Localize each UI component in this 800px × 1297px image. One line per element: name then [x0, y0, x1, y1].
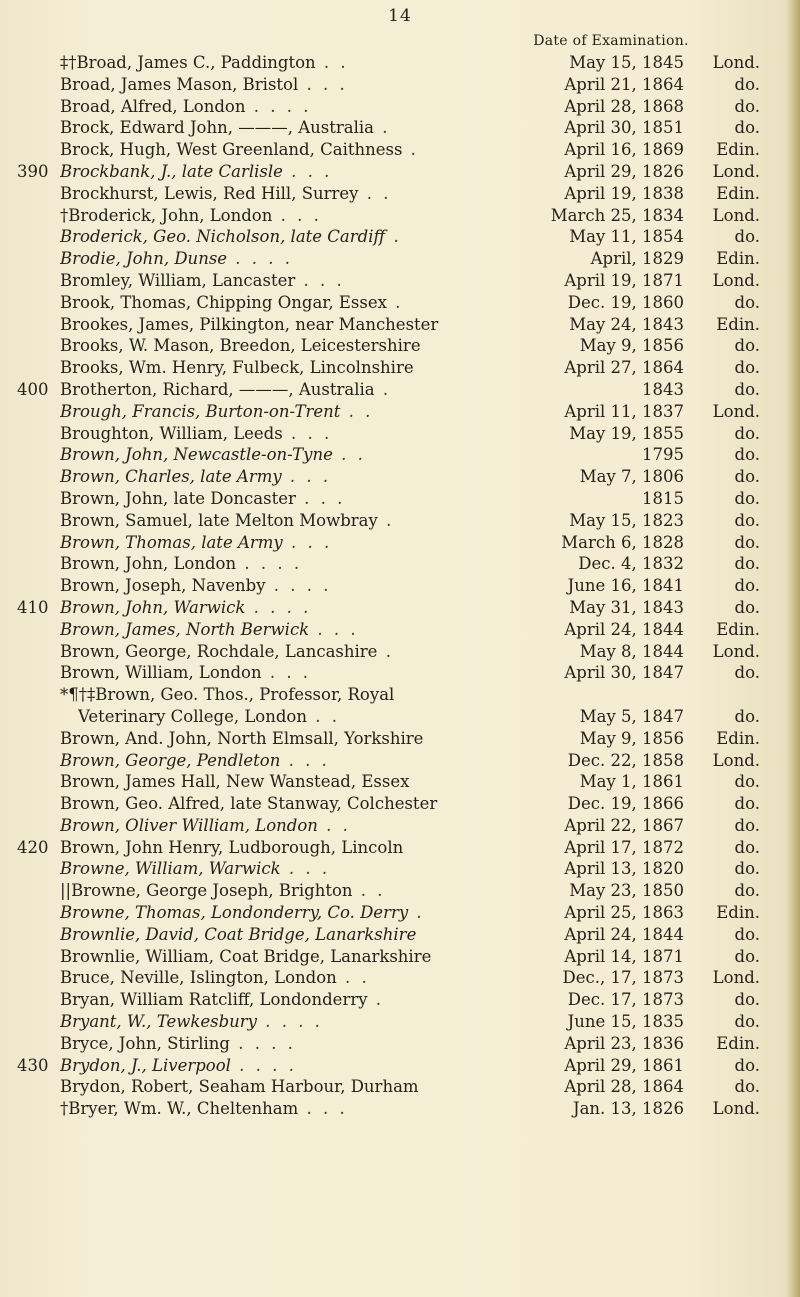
entry-number: 400 — [17, 379, 49, 399]
exam-date: April 27, 1864 — [564, 358, 684, 378]
exam-date: April 14, 1871 — [564, 946, 684, 966]
exam-place: Edin. — [716, 903, 760, 923]
register-entry — [0, 684, 800, 706]
exam-place: do. — [734, 532, 760, 552]
entry-name — [60, 292, 460, 314]
register-entry — [0, 1055, 800, 1077]
entry-name — [60, 357, 460, 379]
exam-date: Dec. 22, 1858 — [567, 750, 684, 770]
exam-place: do. — [734, 467, 760, 487]
leader-dots: . — [408, 903, 425, 923]
exam-date: April 30, 1847 — [564, 663, 684, 683]
entry-name-text: Broad, James Mason, Bristol — [60, 74, 299, 94]
leader-dots: . . . . — [265, 576, 332, 596]
exam-place: Lond. — [712, 53, 760, 72]
entry-number: 410 — [17, 597, 49, 617]
entry-name — [60, 880, 460, 902]
entry-name-text: Bromley, William, Lancaster — [60, 270, 296, 290]
register-entry — [0, 597, 800, 619]
register-entry — [0, 924, 800, 946]
exam-place: Lond. — [712, 270, 760, 290]
entry-name-text: Brock, Edward John, ———, Australia — [60, 118, 374, 138]
entry-name-text: †Broderick, John, London — [60, 205, 273, 225]
page-number: 14 — [388, 6, 412, 26]
register-entry — [0, 357, 800, 379]
exam-date: April 24, 1844 — [564, 924, 684, 944]
exam-place: do. — [734, 445, 760, 465]
leader-dots: . . . . — [245, 597, 312, 617]
register-entry — [0, 96, 800, 118]
entry-name-text: Brown, And. John, North Elmsall, Yorkshire — [60, 728, 424, 748]
exam-date: Dec. 19, 1866 — [567, 794, 684, 814]
exam-date: 1795 — [642, 445, 684, 465]
exam-place: do. — [734, 881, 760, 901]
leader-dots: . — [367, 990, 385, 1010]
entry-name — [60, 183, 460, 205]
exam-place: Lond. — [712, 205, 760, 225]
entry-name-text: *¶†‡Brown, Geo. Thos., Professor, Royal — [60, 685, 395, 705]
register-entry — [0, 771, 800, 793]
entry-name — [60, 989, 460, 1011]
exam-place: Edin. — [716, 249, 760, 269]
register-entry — [0, 444, 800, 466]
entry-name-text: Brown, John, Warwick — [60, 597, 246, 617]
leader-dots: . . . — [282, 423, 333, 443]
exam-place: do. — [734, 663, 760, 683]
entry-name-text: Brown, John, Newcastle-on-Tyne — [60, 445, 333, 465]
entry-name-text: Bryant, W., Tewkesbury — [60, 1012, 257, 1032]
entry-name — [60, 728, 460, 750]
entry-name — [60, 466, 460, 488]
entry-name-text: Veterinary College, London — [78, 706, 307, 726]
exam-date: 1843 — [642, 379, 684, 399]
entry-name-text: Bruce, Neville, Islington, London — [60, 968, 337, 988]
entry-name — [60, 270, 460, 292]
register-entry — [0, 815, 800, 837]
exam-date: May 23, 1850 — [569, 881, 684, 901]
entry-name-text: Brown, Charles, late Army — [60, 467, 282, 487]
exam-date: Dec. 19, 1860 — [567, 292, 684, 312]
entry-name-text: Brown, William, London — [60, 663, 262, 683]
entry-name-text: Browne, William, Warwick — [60, 859, 281, 879]
entry-name — [60, 1033, 460, 1055]
entry-name — [60, 793, 460, 815]
entry-number: 420 — [17, 837, 49, 857]
exam-place: do. — [734, 597, 760, 617]
exam-place: do. — [734, 924, 760, 944]
exam-date: April 22, 1867 — [564, 815, 684, 835]
entry-name-text: Brown, Thomas, late Army — [60, 532, 283, 552]
exam-place: do. — [734, 1077, 760, 1097]
exam-place: Edin. — [716, 1033, 760, 1053]
register-entry — [0, 423, 800, 445]
register-entry — [0, 74, 800, 96]
exam-place: do. — [734, 423, 760, 443]
register-entry — [0, 967, 800, 989]
exam-date: Dec., 17, 1873 — [562, 968, 684, 988]
exam-place: Lond. — [712, 641, 760, 661]
register-entry — [0, 52, 800, 74]
exam-place: do. — [734, 488, 760, 508]
entry-name-text: Brockbank, J., late Carlisle — [60, 161, 283, 181]
register-entry — [0, 379, 800, 401]
exam-date: May 1, 1861 — [579, 772, 684, 792]
exam-date: April 23, 1836 — [564, 1033, 684, 1053]
entry-name-text: Brooks, Wm. Henry, Fulbeck, Lincolnshire — [60, 358, 414, 378]
exam-date: March 25, 1834 — [550, 205, 684, 225]
leader-dots: . . . . — [229, 1033, 296, 1053]
register-entry — [0, 553, 800, 575]
entry-name — [60, 750, 460, 772]
entry-name — [60, 837, 460, 859]
exam-date: May 7, 1806 — [579, 467, 684, 487]
register-entry — [0, 575, 800, 597]
leader-dots: . — [377, 641, 394, 661]
entry-name — [60, 74, 460, 96]
entry-name — [60, 815, 460, 837]
entry-name-text: Brook, Thomas, Chipping Ongar, Essex — [60, 292, 387, 312]
entry-name — [60, 1076, 460, 1098]
exam-date: March 6, 1828 — [561, 532, 684, 552]
exam-date: April 29, 1861 — [564, 1055, 684, 1075]
register-entry — [0, 706, 800, 728]
entry-name-text: Brockhurst, Lewis, Red Hill, Surrey — [60, 183, 359, 203]
entry-name-text: Brownlie, William, Coat Bridge, Lanarkshire — [60, 946, 432, 966]
exam-place: Edin. — [716, 183, 760, 203]
exam-place: Lond. — [712, 1099, 760, 1119]
exam-place: do. — [734, 292, 760, 312]
entry-name — [60, 967, 460, 989]
register-entry — [0, 619, 800, 641]
register-entry — [0, 750, 800, 772]
entry-name-text: Brownlie, David, Coat Bridge, Lanarkshire — [60, 924, 417, 944]
exam-place: Lond. — [712, 161, 760, 181]
leader-dots: . . . — [295, 488, 346, 508]
entry-name — [60, 684, 460, 706]
entry-name — [60, 619, 460, 641]
exam-place: Edin. — [716, 619, 760, 639]
exam-place: do. — [734, 706, 760, 726]
entry-name-text: †Bryer, Wm. W., Cheltenham — [60, 1099, 299, 1119]
exam-place: do. — [734, 358, 760, 378]
exam-date: April 19, 1871 — [564, 270, 684, 290]
exam-date: May 24, 1843 — [569, 314, 684, 334]
entry-name-text: Brown, James Hall, New Wanstead, Essex — [60, 772, 410, 792]
leader-dots: . . — [358, 183, 392, 203]
leader-dots: . . . — [282, 161, 333, 181]
exam-date: May 11, 1854 — [569, 227, 684, 247]
entry-name-text: ||Browne, George Joseph, Brighton — [60, 881, 353, 901]
register-entry — [0, 510, 800, 532]
register-entry — [0, 1011, 800, 1033]
exam-date: May 5, 1847 — [579, 706, 684, 726]
entry-name — [60, 226, 460, 248]
exam-place: do. — [734, 510, 760, 530]
leader-dots: . . — [315, 53, 349, 72]
entry-name-text: Browne, Thomas, Londonderry, Co. Derry — [60, 903, 409, 923]
exam-date: April 19, 1838 — [564, 183, 684, 203]
entry-number: 430 — [17, 1055, 49, 1075]
entry-name — [60, 52, 460, 74]
exam-date: April 17, 1872 — [564, 837, 684, 857]
entry-name — [60, 314, 460, 336]
exam-date: April 11, 1837 — [564, 401, 684, 421]
entry-name — [60, 423, 460, 445]
entry-name — [60, 902, 460, 924]
leader-dots: . . . — [281, 467, 332, 487]
exam-place: do. — [734, 96, 760, 116]
entry-name — [60, 597, 460, 619]
entry-name-text: Bryce, John, Stirling — [60, 1033, 230, 1053]
exam-place: do. — [734, 336, 760, 356]
entry-name — [60, 444, 460, 466]
leader-dots: . . — [352, 881, 386, 901]
exam-place: do. — [734, 772, 760, 792]
entry-name-text: Brown, George, Pendleton — [60, 750, 281, 770]
entry-name-text: Brotherton, Richard, ———, Australia — [60, 379, 375, 399]
exam-place: Lond. — [712, 750, 760, 770]
exam-place: do. — [734, 815, 760, 835]
entry-name — [60, 379, 460, 401]
leader-dots: . . . — [309, 619, 359, 639]
leader-dots: . — [374, 379, 392, 399]
exam-date: 1815 — [642, 488, 684, 508]
exam-place: do. — [734, 990, 760, 1010]
exam-date: Jan. 13, 1826 — [572, 1099, 684, 1119]
register-entry — [0, 335, 800, 357]
exam-place: do. — [734, 1055, 760, 1075]
entry-name-text: Brown, John, late Doncaster — [60, 488, 296, 508]
entry-name-text: ‡†Broad, James C., Paddington — [60, 53, 316, 72]
leader-dots: . . . . — [256, 1012, 323, 1032]
register-entry — [0, 728, 800, 750]
entry-name-text: Brooks, W. Mason, Breedon, Leicestershire — [60, 336, 421, 356]
entry-name — [60, 924, 460, 946]
leader-dots: . — [373, 118, 391, 138]
entry-name — [78, 706, 478, 728]
exam-place: do. — [734, 227, 760, 247]
leader-dots: . . — [336, 968, 370, 988]
exam-place: Edin. — [716, 140, 760, 160]
exam-place: Edin. — [716, 314, 760, 334]
exam-date: April 25, 1863 — [564, 903, 684, 923]
leader-dots: . . . — [282, 532, 333, 552]
entry-name-text: Brown, James, North Berwick — [60, 619, 310, 639]
exam-date: April 24, 1844 — [564, 619, 684, 639]
entry-name — [60, 1055, 460, 1077]
exam-place: Lond. — [712, 401, 760, 421]
leader-dots: . . — [332, 445, 366, 465]
entry-name — [60, 117, 460, 139]
entry-name — [60, 510, 460, 532]
entry-name-text: Brown, John Henry, Ludborough, Lincoln — [60, 837, 404, 857]
register-entry — [0, 270, 800, 292]
entry-name — [60, 248, 460, 270]
entry-name-text: Brown, John, London — [60, 554, 237, 574]
leader-dots: . . . . — [230, 1055, 297, 1075]
leader-dots: . . . — [298, 1099, 348, 1119]
leader-dots: . . — [317, 815, 351, 835]
register-entry — [0, 858, 800, 880]
entry-name — [60, 662, 460, 684]
entry-name-text: Brown, Samuel, late Melton Mowbray — [60, 510, 378, 530]
exam-date: May 15, 1845 — [569, 53, 684, 72]
leader-dots: . . . . — [245, 96, 312, 116]
entry-name-text: Brown, Oliver William, London — [60, 815, 318, 835]
register-entry — [0, 641, 800, 663]
entry-number: 390 — [17, 161, 49, 181]
register-entry — [0, 488, 800, 510]
exam-place: do. — [734, 576, 760, 596]
leader-dots: . — [385, 227, 402, 247]
entry-name — [60, 575, 460, 597]
entry-name-text: Brock, Hugh, West Greenland, Caithness — [60, 140, 403, 160]
register-entry — [0, 139, 800, 161]
entry-name-text: Brown, Joseph, Navenby — [60, 576, 266, 596]
exam-date: April 21, 1864 — [564, 74, 684, 94]
register-entry — [0, 466, 800, 488]
register-entry — [0, 662, 800, 684]
exam-date: April 13, 1820 — [564, 859, 684, 879]
leader-dots: . . . . — [236, 554, 303, 574]
exam-place: do. — [734, 946, 760, 966]
entry-name — [60, 1011, 460, 1033]
exam-place: Edin. — [716, 728, 760, 748]
exam-place: do. — [734, 837, 760, 857]
register-entry — [0, 902, 800, 924]
exam-date: May 9, 1856 — [579, 336, 684, 356]
entry-name-text: Brydon, J., Liverpool — [60, 1055, 231, 1075]
entry-name-text: Brown, Geo. Alfred, late Stanway, Colchester — [60, 794, 438, 814]
register-entry — [0, 946, 800, 968]
exam-date: April 28, 1864 — [564, 1077, 684, 1097]
entry-name-text: Brookes, James, Pilkington, near Manchester — [60, 314, 439, 334]
entry-name — [60, 401, 460, 423]
entry-name — [60, 205, 460, 227]
register-entry — [0, 837, 800, 859]
entry-name — [60, 641, 460, 663]
leader-dots: . . — [306, 706, 340, 726]
register-entries — [0, 52, 800, 1120]
register-entry — [0, 532, 800, 554]
exam-date: April 30, 1851 — [564, 118, 684, 138]
exam-place: do. — [734, 1012, 760, 1032]
register-entry — [0, 183, 800, 205]
exam-date: June 16, 1841 — [567, 576, 684, 596]
exam-date: May 31, 1843 — [569, 597, 684, 617]
entry-name — [60, 771, 460, 793]
leader-dots: . — [386, 292, 404, 312]
entry-name-text: Brough, Francis, Burton-on-Trent — [60, 401, 341, 421]
leader-dots: . — [377, 510, 395, 530]
entry-name — [60, 96, 460, 118]
exam-date: May 15, 1823 — [569, 510, 684, 530]
leader-dots: . . . — [261, 663, 312, 683]
entry-name-text: Brodie, John, Dunse — [60, 249, 228, 269]
register-entry — [0, 1033, 800, 1055]
leader-dots: . . . . — [227, 249, 294, 269]
exam-date: April 16, 1869 — [564, 140, 684, 160]
entry-name-text: Brydon, Robert, Seaham Harbour, Durham — [60, 1077, 419, 1097]
entry-name — [60, 858, 460, 880]
register-entry — [0, 205, 800, 227]
register-entry — [0, 1098, 800, 1120]
leader-dots: . . . — [280, 750, 330, 770]
leader-dots: . . . — [295, 270, 345, 290]
entry-name — [60, 161, 460, 183]
register-entry — [0, 793, 800, 815]
register-entry — [0, 161, 800, 183]
exam-date: April 28, 1868 — [564, 96, 684, 116]
exam-date: May 9, 1856 — [579, 728, 684, 748]
register-entry — [0, 248, 800, 270]
register-entry — [0, 292, 800, 314]
register-entry — [0, 314, 800, 336]
exam-place: Lond. — [712, 968, 760, 988]
exam-date: June 15, 1835 — [567, 1012, 684, 1032]
register-entry — [0, 117, 800, 139]
exam-place: do. — [734, 74, 760, 94]
leader-dots: . . . — [280, 859, 331, 879]
entry-name — [60, 1098, 460, 1120]
exam-date: Dec. 4, 1832 — [578, 554, 684, 574]
leader-dots: . . — [340, 401, 374, 421]
leader-dots: . . . — [272, 205, 322, 225]
register-entry — [0, 989, 800, 1011]
entry-name-text: Bryan, William Ratcliff, Londonderry — [60, 990, 368, 1010]
leader-dots: . — [402, 140, 419, 160]
exam-date: May 8, 1844 — [579, 641, 684, 661]
entry-name-text: Broderick, Geo. Nicholson, late Cardiff — [60, 227, 386, 247]
entry-name — [60, 946, 460, 968]
exam-date: May 19, 1855 — [569, 423, 684, 443]
entry-name — [60, 532, 460, 554]
exam-date: April, 1829 — [590, 249, 684, 269]
entry-name-text: Broughton, William, Leeds — [60, 423, 283, 443]
entry-name — [60, 139, 460, 161]
register-entry — [0, 401, 800, 423]
exam-date: Dec. 17, 1873 — [567, 990, 684, 1010]
entry-name — [60, 488, 460, 510]
exam-date: April 29, 1826 — [564, 161, 684, 181]
exam-place: do. — [734, 554, 760, 574]
register-entry — [0, 1076, 800, 1098]
exam-place: do. — [734, 794, 760, 814]
exam-place: do. — [734, 379, 760, 399]
register-entry — [0, 880, 800, 902]
register-entry — [0, 226, 800, 248]
exam-place: do. — [734, 118, 760, 138]
entry-name — [60, 335, 460, 357]
entry-name-text: Brown, George, Rochdale, Lancashire — [60, 641, 378, 661]
date-column-header: Date of Examination. — [533, 33, 689, 49]
exam-place: do. — [734, 859, 760, 879]
leader-dots: . . . — [298, 74, 348, 94]
entry-name — [60, 553, 460, 575]
entry-name-text: Broad, Alfred, London — [60, 96, 246, 116]
